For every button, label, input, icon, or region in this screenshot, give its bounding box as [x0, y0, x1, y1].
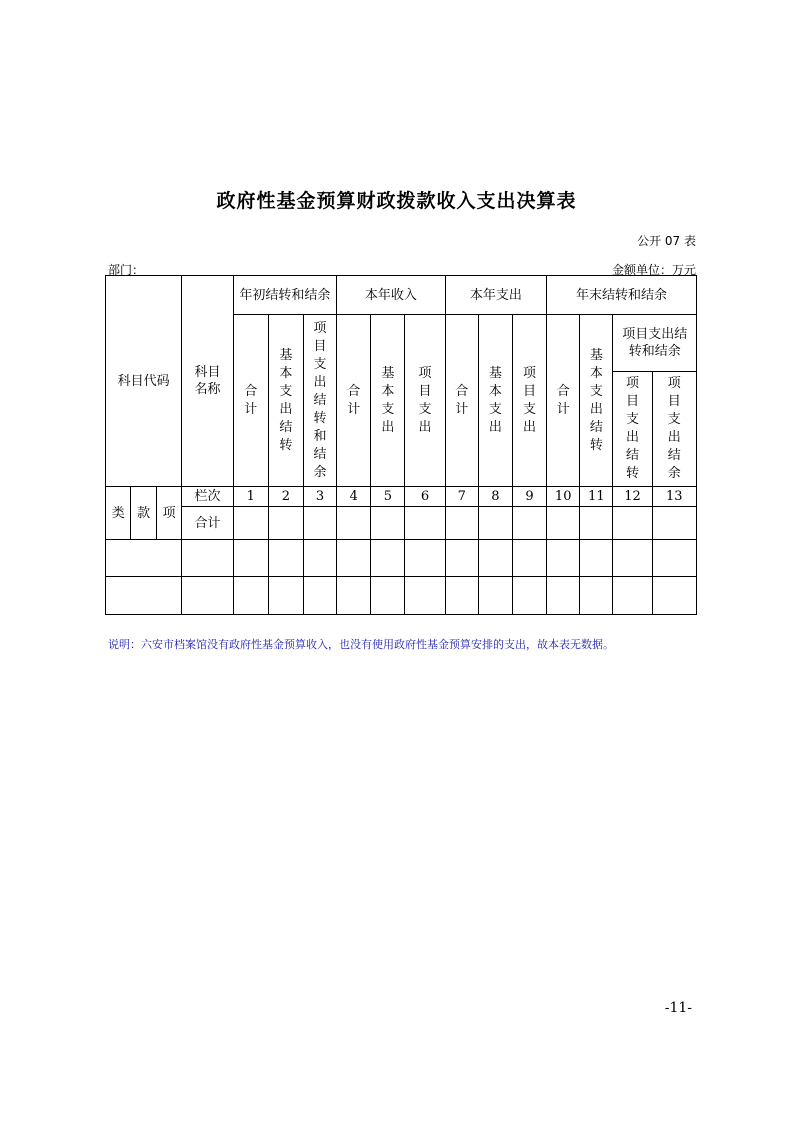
table-cell — [337, 540, 371, 577]
header-kuan: 款 — [131, 487, 156, 539]
header-end-project-carry: 项目支出结转 — [613, 372, 652, 487]
table-cell — [233, 540, 268, 577]
table-cell — [106, 540, 182, 577]
table-cell — [478, 507, 512, 540]
table-row — [106, 540, 697, 577]
table-cell — [405, 507, 445, 540]
table-cell — [303, 577, 336, 615]
table-cell — [652, 540, 696, 577]
unit-label: 金额单位：万元 — [611, 263, 696, 277]
header-end-project-group: 项目支出结转和结余 — [613, 315, 697, 372]
header-xiang: 项 — [162, 505, 176, 521]
explanation-note: 说明：六安市档案馆没有政府性基金预算收入，也没有使用政府性基金预算安排的支出，故本表无数据。 — [108, 638, 614, 651]
header-subject-code: 科目代码 — [106, 276, 182, 487]
table-cell — [580, 577, 613, 615]
table-cell — [547, 540, 580, 577]
header-column-index: 栏次 — [182, 487, 233, 507]
table-cell — [337, 577, 371, 615]
table-cell — [405, 540, 445, 577]
budget-table — [105, 275, 697, 615]
table-cell — [445, 577, 478, 615]
table-cell — [233, 507, 268, 540]
table-cell — [547, 577, 580, 615]
table-cell — [613, 577, 652, 615]
header-end-total: 合计 — [547, 315, 580, 487]
header-end-project-balance: 项目支出结余 — [652, 372, 696, 487]
column-number: 13 — [652, 487, 696, 507]
header-expense-total: 合计 — [445, 315, 478, 487]
header-expense-basic: 基本支出 — [478, 315, 512, 487]
column-number: 4 — [337, 487, 371, 507]
column-number: 7 — [445, 487, 478, 507]
column-number: 1 — [233, 487, 268, 507]
column-number: 3 — [303, 487, 336, 507]
column-number: 11 — [580, 487, 613, 507]
table-cell — [478, 540, 512, 577]
header-lei: 类 — [106, 487, 131, 539]
table-cell — [445, 540, 478, 577]
header-subject-name: 科目名称 — [182, 276, 233, 487]
table-number: 公开 07 表 — [637, 234, 696, 248]
column-number: 8 — [478, 487, 512, 507]
header-group-expense: 本年支出 — [445, 276, 546, 315]
column-number: 10 — [547, 487, 580, 507]
table-cell — [613, 540, 652, 577]
table-cell — [337, 507, 371, 540]
table-row — [106, 577, 697, 615]
column-number: 12 — [613, 487, 652, 507]
header-income-basic: 基本支出 — [371, 315, 405, 487]
table-cell — [478, 577, 512, 615]
table-cell — [652, 507, 696, 540]
header-group-begin: 年初结转和结余 — [233, 276, 337, 315]
header-group-income: 本年收入 — [337, 276, 446, 315]
page-title: 政府性基金预算财政拨款收入支出决算表 — [216, 190, 577, 212]
table-cell — [182, 577, 233, 615]
column-number: 6 — [405, 487, 445, 507]
table-cell — [268, 577, 303, 615]
department-label: 部门： — [108, 263, 145, 277]
column-number: 2 — [268, 487, 303, 507]
table-cell — [371, 540, 405, 577]
table-cell — [182, 540, 233, 577]
table-cell — [268, 507, 303, 540]
table-cell — [268, 540, 303, 577]
header-group-end: 年末结转和结余 — [547, 276, 697, 315]
header-end-basic-carry: 基本支出结转 — [580, 315, 613, 487]
table-cell — [371, 577, 405, 615]
header-begin-total: 合计 — [233, 315, 268, 487]
header-begin-project-carry-balance: 项目支出结转和结余 — [303, 315, 336, 487]
header-income-project: 项目支出 — [405, 315, 445, 487]
header-income-total: 合计 — [337, 315, 371, 487]
table-cell — [547, 507, 580, 540]
table-cell — [405, 577, 445, 615]
table-cell — [512, 507, 546, 540]
table-cell — [652, 577, 696, 615]
table-cell — [580, 507, 613, 540]
table-cell — [613, 507, 652, 540]
column-number: 9 — [512, 487, 546, 507]
table-cell — [106, 577, 182, 615]
column-number: 5 — [371, 487, 405, 507]
table-cell — [512, 577, 546, 615]
sum-row-label: 合计 — [182, 507, 233, 540]
table-cell — [445, 507, 478, 540]
table-cell — [512, 540, 546, 577]
table-cell — [303, 540, 336, 577]
table-cell — [580, 540, 613, 577]
header-lei-kuan-xiang — [106, 487, 182, 540]
table-cell — [233, 577, 268, 615]
page-number: -11- — [664, 1000, 692, 1016]
table-cell — [371, 507, 405, 540]
header-begin-basic-carry: 基本支出结转 — [268, 315, 303, 487]
header-expense-project: 项目支出 — [512, 315, 546, 487]
table-cell — [303, 507, 336, 540]
